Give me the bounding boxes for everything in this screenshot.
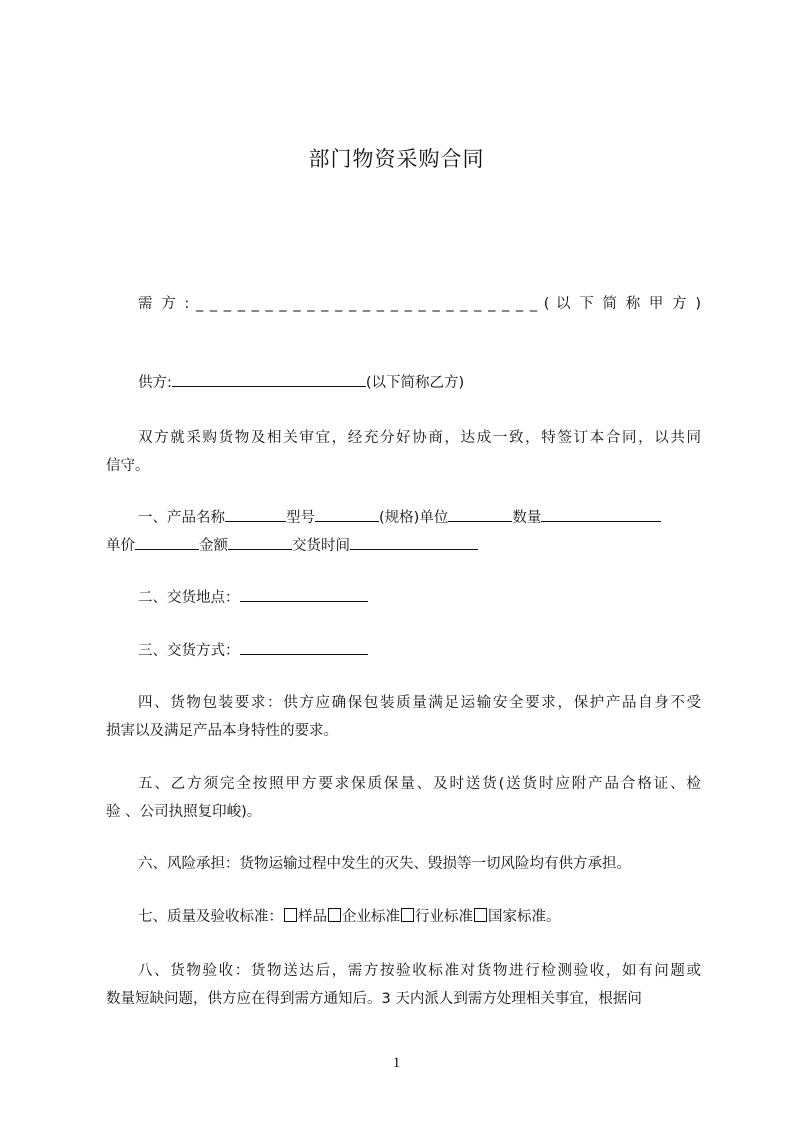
clause-8-line-1: 八、货物验收：货物送达后，需方按验收标准对货物进行检测验收，如有问题或 xyxy=(138,963,701,979)
clause-7: 七、质量及验收标准： 样品 企业标准 行业标准 国家标准。 xyxy=(138,909,561,925)
checkbox-national-standard[interactable] xyxy=(474,908,487,922)
clause-6: 六、风险承担：货物运输过程中发生的灭失、毁损等一切风险均有供方承担。 xyxy=(138,856,631,872)
supplier-blank xyxy=(172,373,366,387)
price-blank xyxy=(135,536,199,550)
checkbox-sample[interactable] xyxy=(284,908,297,922)
quantity-blank xyxy=(541,508,661,522)
clause-8-line-2: 数量短缺问题，供方应在得到需方通知后。3 天内派人到需方处理相关事宜，根据问 xyxy=(106,991,642,1007)
page-title: 部门物资采购合同 xyxy=(308,147,485,171)
supplier-suffix: (以下简称乙方) xyxy=(365,375,465,391)
buyer-line: 需 方 : _ _ _ _ _ _ _ _ _ _ _ _ _ _ _ _ _ _ _ _ _ _ _ _ _ ( 以 下 简 称 甲 方 ) xyxy=(138,296,701,312)
clause-5-line-2: 验 、公司执照复印峻)。 xyxy=(106,804,262,820)
page-number: 1 xyxy=(392,1055,401,1071)
delivery-time-blank xyxy=(350,536,478,550)
clause-2: 二、交货地点： xyxy=(138,586,368,607)
amount-blank xyxy=(228,536,292,550)
clause-1-line-1: 一、产品名称 型号 (规格)单位 数量 xyxy=(138,506,661,527)
clause-4-line-2: 损害以及满足产品本身特性的要求。 xyxy=(106,723,338,739)
intro-line-2: 信守。 xyxy=(106,458,150,474)
clause-5-line-1: 五、乙方须完全按照甲方要求保质保量、及时送货(送货时应附产品合格证、检 xyxy=(138,776,701,792)
product-name-blank xyxy=(225,508,286,522)
clause-1-line-2: 单价 金额 交货时间 xyxy=(106,534,478,555)
model-blank xyxy=(315,508,379,522)
checkbox-industry-standard[interactable] xyxy=(401,908,414,922)
unit-blank xyxy=(448,508,512,522)
clause-4-line-1: 四、货物包装要求：供方应确保包装质量满足运输安全要求，保护产品自身不受 xyxy=(138,695,701,711)
delivery-method-blank xyxy=(240,641,368,655)
intro-line-1: 双方就采购货物及相关审宜，经充分好协商，达成一致，特签订本合同，以共同 xyxy=(138,430,701,446)
supplier-line xyxy=(138,371,464,392)
delivery-location-blank xyxy=(240,588,368,602)
supplier-label: 供方: xyxy=(138,375,172,391)
checkbox-enterprise-standard[interactable] xyxy=(328,908,341,922)
clause-3: 三、交货方式： xyxy=(138,639,368,660)
